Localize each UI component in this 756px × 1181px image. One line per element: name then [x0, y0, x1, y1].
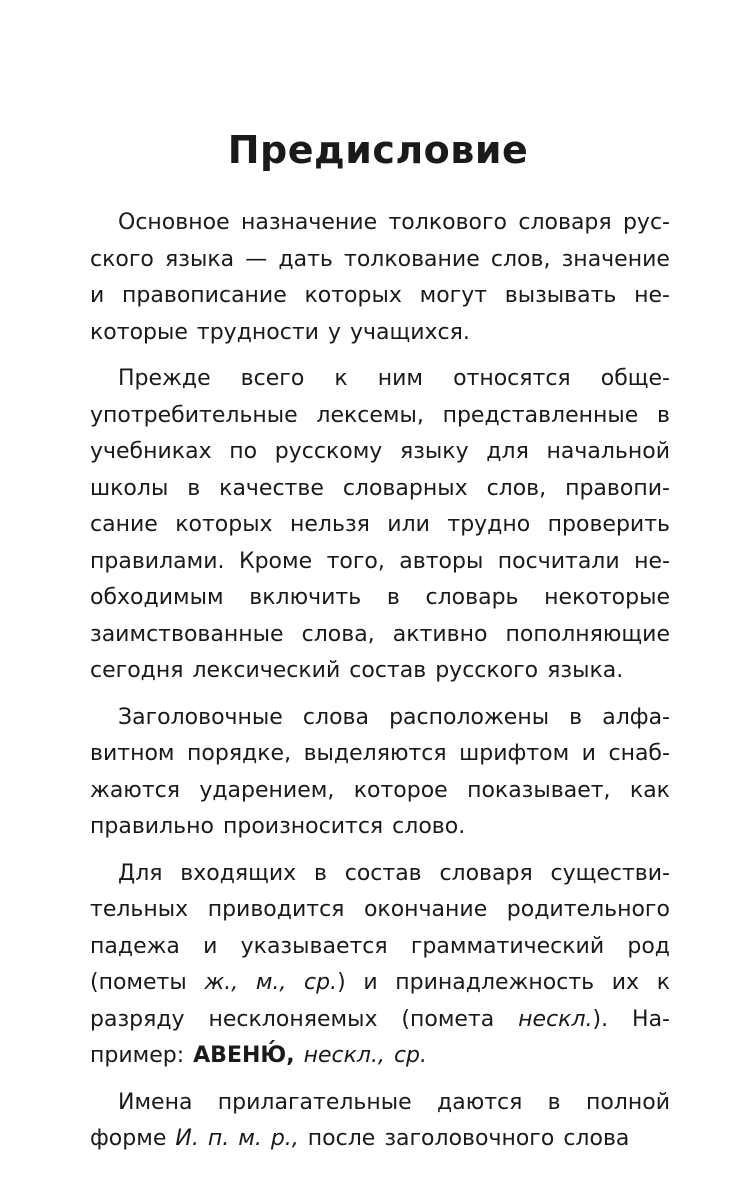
word: учащихся. — [350, 319, 470, 345]
word: языка — [165, 246, 235, 272]
word: словаря — [518, 210, 612, 235]
word: качестве — [219, 475, 324, 501]
word: прилагательные — [217, 1089, 412, 1115]
word: ср.) — [304, 970, 346, 995]
preface-text — [90, 205, 670, 1168]
word: состав — [344, 860, 422, 886]
word: род — [627, 933, 670, 959]
word: указывается — [240, 933, 388, 959]
word: состав — [349, 658, 427, 683]
page-title: Предисловие — [227, 128, 529, 173]
word: и — [581, 741, 596, 766]
word: некоторые — [544, 585, 670, 610]
word: как — [629, 777, 670, 803]
word: лексический — [192, 658, 341, 683]
word: ж., — [204, 970, 239, 995]
word: Кроме — [238, 548, 313, 574]
word: которых — [175, 512, 273, 537]
word: лексемы, — [316, 402, 424, 428]
word: назначение — [240, 210, 378, 235]
word: к — [334, 366, 348, 391]
word: рус- — [622, 210, 670, 235]
word: к — [656, 970, 670, 995]
word: в — [386, 585, 400, 610]
word: начальной — [546, 439, 670, 464]
word: трудно — [447, 512, 531, 537]
word: в — [187, 475, 201, 501]
word: заимствованные — [90, 621, 284, 647]
word: Имена — [118, 1089, 193, 1115]
word: (помета — [401, 1006, 495, 1032]
text-line — [90, 929, 670, 966]
word: тельных — [90, 897, 189, 922]
word: авторы — [399, 548, 484, 574]
word: учебниках — [90, 439, 212, 464]
word: словаря — [439, 860, 533, 886]
word: нельзя — [290, 512, 370, 537]
word: пополняющие — [505, 621, 670, 647]
word: заголовочного — [384, 1126, 555, 1151]
word: порядке, — [187, 741, 292, 766]
word: — — [245, 246, 268, 272]
word: алфа- — [602, 704, 670, 730]
word: произносится — [222, 814, 384, 839]
paragraph — [90, 205, 670, 351]
text-line — [90, 580, 670, 617]
word: значение — [561, 246, 670, 272]
word: м., — [255, 970, 287, 995]
word: русскому — [274, 439, 383, 464]
word: по — [229, 439, 258, 464]
word: (пометы — [90, 970, 187, 995]
text-line — [90, 1038, 670, 1075]
word: ср. — [393, 1043, 427, 1068]
word: Прежде — [118, 366, 211, 391]
word: На- — [632, 1006, 670, 1032]
word: словарь — [425, 585, 519, 610]
word: нескл., — [303, 1043, 385, 1068]
word: проверить — [547, 512, 670, 537]
word: слова — [302, 704, 369, 730]
word: школы — [90, 475, 169, 501]
text-line — [90, 965, 670, 1002]
word: пример: — [90, 1043, 185, 1068]
word: входящих — [180, 860, 297, 886]
word: языку — [400, 439, 469, 464]
word: русского — [435, 658, 539, 683]
word: витном — [90, 741, 175, 766]
text-line — [90, 278, 670, 315]
word: в — [313, 860, 327, 886]
word: ского — [90, 246, 154, 272]
word: принадлежность — [395, 970, 595, 995]
word: слов, — [490, 246, 551, 272]
text-line — [90, 856, 670, 893]
word: для — [486, 439, 529, 464]
word: их — [611, 970, 640, 995]
word: жаются — [90, 777, 180, 803]
text-line — [90, 434, 670, 471]
word: Основное — [118, 210, 230, 235]
text-line — [90, 1085, 670, 1122]
text-line — [90, 773, 670, 810]
word: Для — [118, 860, 163, 886]
word: трудности — [196, 319, 319, 345]
text-line — [90, 315, 670, 352]
word: того, — [326, 548, 385, 574]
text-line — [90, 205, 670, 242]
word: существи- — [550, 860, 670, 886]
word: которое — [353, 777, 448, 803]
word: обще- — [600, 366, 670, 391]
word: правильно — [90, 814, 214, 839]
text-line — [90, 398, 670, 435]
word: или — [387, 512, 430, 537]
word: словарных — [342, 475, 468, 501]
word: И. — [175, 1126, 199, 1151]
word: и — [203, 933, 218, 959]
word: слово. — [392, 814, 466, 839]
word: толкование — [344, 246, 480, 272]
word: языка. — [547, 658, 624, 683]
word: разряду — [90, 1006, 185, 1032]
word: в — [569, 704, 583, 730]
word: дать — [278, 246, 333, 272]
word: в — [657, 402, 670, 428]
word: р., — [270, 1126, 299, 1151]
word: несклоняемых — [208, 1006, 378, 1032]
word: ним — [377, 366, 423, 391]
word: вызывать — [504, 283, 617, 308]
word: выделяются — [303, 741, 447, 766]
text-line — [90, 1002, 670, 1039]
word: родительного — [506, 897, 670, 922]
word: приводится — [207, 897, 345, 922]
word: не- — [634, 548, 670, 574]
word: слов, — [486, 475, 547, 501]
paragraph — [90, 856, 670, 1075]
word: которые — [90, 319, 188, 345]
text-line — [90, 471, 670, 508]
text-line — [90, 242, 670, 279]
text-line — [90, 507, 670, 544]
word: и — [90, 283, 105, 308]
word: показывает, — [467, 777, 611, 803]
text-line — [90, 361, 670, 398]
word: окончание — [363, 897, 488, 922]
word: после — [307, 1126, 376, 1151]
word: нескл.). — [518, 1006, 609, 1032]
text-line — [90, 544, 670, 581]
text-line — [90, 1121, 670, 1158]
word: грамматический — [410, 933, 605, 959]
word: могут — [419, 283, 488, 308]
word: толкового — [388, 210, 508, 235]
word: шрифтом — [459, 741, 570, 766]
word: у — [327, 319, 342, 345]
paragraph — [90, 361, 670, 690]
word: п. — [207, 1126, 230, 1151]
word: даются — [437, 1089, 523, 1115]
text-line — [90, 617, 670, 654]
paragraph — [90, 1085, 670, 1158]
word: посчитали — [497, 548, 620, 574]
word: сегодня — [90, 658, 184, 683]
word: всего — [240, 366, 305, 391]
word: активно — [392, 621, 488, 647]
word: обходимым — [90, 585, 224, 610]
word: м. — [238, 1126, 262, 1151]
text-line — [90, 653, 670, 690]
word: Заголовочные — [118, 704, 283, 730]
word: слова, — [301, 621, 375, 647]
word: расположены — [389, 704, 550, 730]
word: форме — [90, 1126, 167, 1151]
text-line — [90, 700, 670, 737]
word: в — [547, 1089, 561, 1115]
text-line — [90, 892, 670, 929]
word: употребительные — [90, 402, 298, 428]
word: АВЕНЮ́, — [193, 1043, 295, 1068]
word: представленные — [442, 402, 639, 428]
word: сание — [90, 512, 158, 537]
word: которых — [304, 283, 402, 308]
word: ударением, — [199, 777, 335, 803]
word: правопи- — [565, 475, 670, 501]
word: не- — [634, 283, 670, 308]
word: снаб- — [608, 741, 670, 766]
paragraph — [90, 700, 670, 846]
word: падежа — [90, 933, 180, 959]
word: и — [363, 970, 378, 995]
word: слова — [563, 1126, 630, 1151]
word: включить — [249, 585, 362, 610]
text-line — [90, 809, 670, 846]
word: правописание — [122, 283, 287, 308]
text-line — [90, 736, 670, 773]
word: полной — [585, 1089, 670, 1115]
word: относятся — [453, 366, 571, 391]
word: правилами. — [90, 548, 225, 574]
